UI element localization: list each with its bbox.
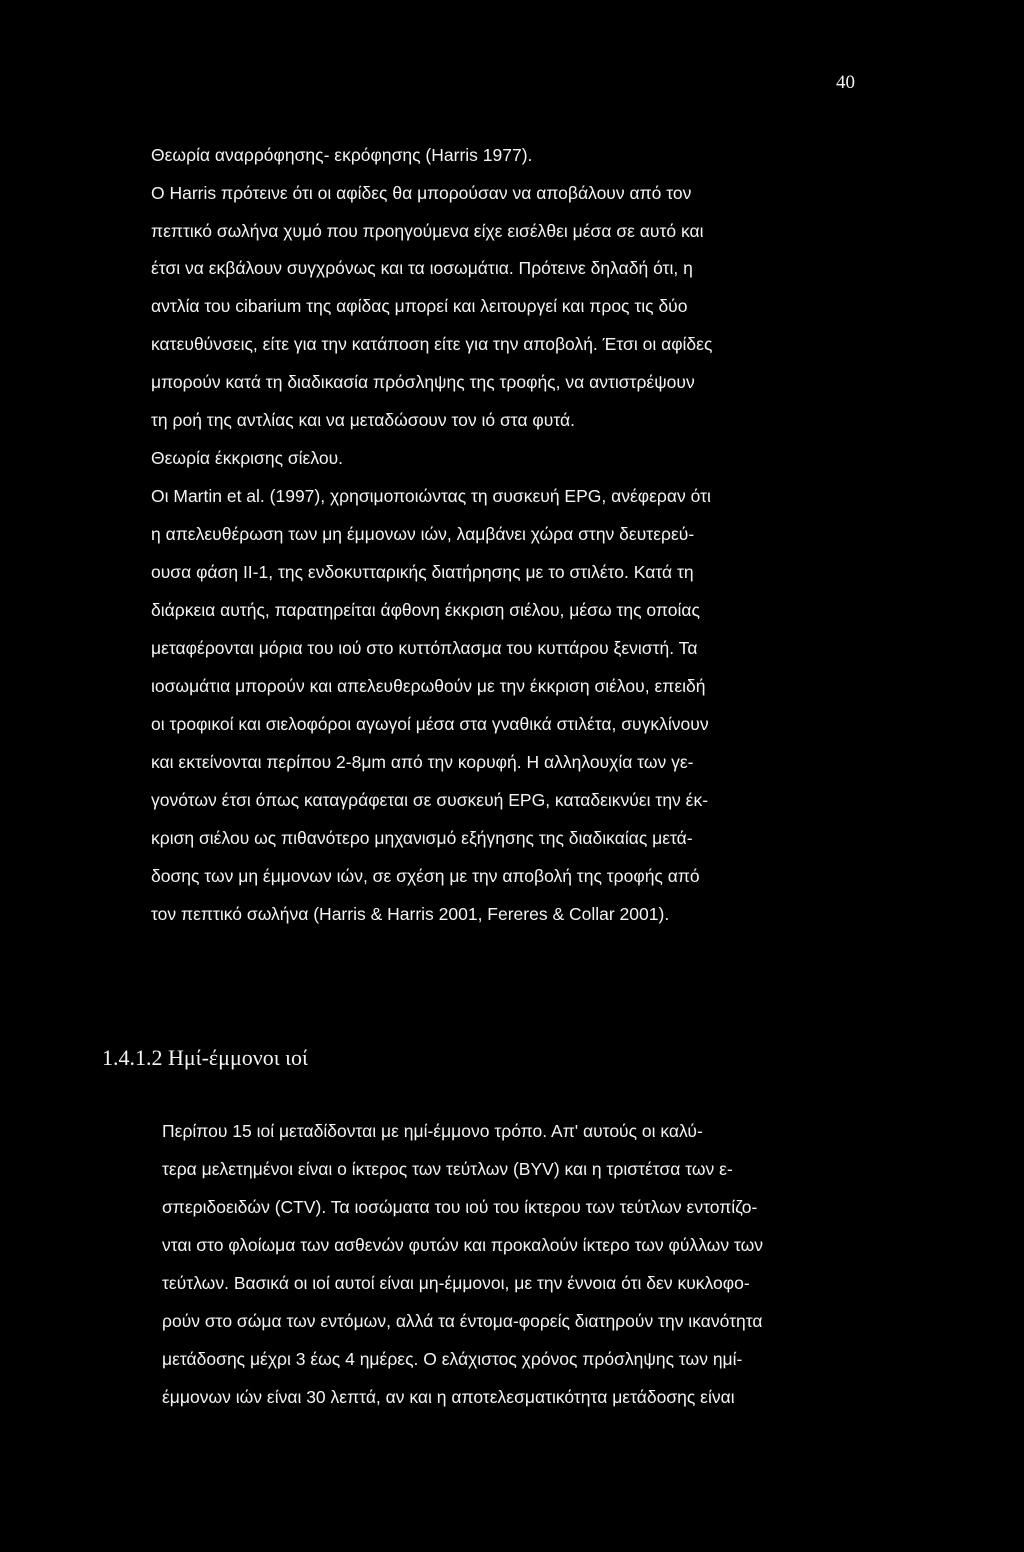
text-line: ιοσωμάτια μπορούν και απελευθερωθούν με την έκκριση σιέλου, επειδή (151, 676, 706, 696)
text-line: η απελευθέρωση των μη έμμονων ιών, λαμβάνει χώρα στην δευτερεύ- (151, 524, 695, 544)
text-line: ουσα φάση ΙΙ-1, της ενδοκυτταρικής διατήρησης με το στιλέτο. Κατά τη (151, 562, 694, 582)
text-line: γονότων έτσι όπως καταγράφεται σε συσκευή EPG, καταδεικνύει την έκ- (151, 790, 709, 810)
text-line: Περίπου 15 ιοί μεταδίδονται με ημί-έμμονο τρόπο. Απ' αυτούς οι καλύ- (162, 1121, 703, 1141)
text-line: αντλία του cibarium της αφίδας μπορεί και λειτουργεί και προς τις δύο (151, 296, 688, 316)
text-line: μεταφέρονται μόρια του ιού στο κυττόπλασμα του κυττάρου ξενιστή. Τα (151, 638, 698, 658)
text-line: μετάδοσης μέχρι 3 έως 4 ημέρες. Ο ελάχιστος χρόνος πρόσληψης των ημί- (162, 1349, 743, 1369)
text-line: νται στο φλοίωμα των ασθενών φυτών και προκαλούν ίκτερο των φύλλων των (162, 1235, 764, 1255)
text-line: τερα μελετημένοι είναι ο ίκτερος των τεύτλων (BYV) και η τριστέτσα των ε- (162, 1159, 733, 1179)
text-line: τεύτλων. Βασικά οι ιοί αυτοί είναι μη-έμμονοι, με την έννοια ότι δεν κυκλοφο- (162, 1273, 750, 1293)
text-line: έμμονων ιών είναι 30 λεπτά, αν και η αποτελεσματικότητα μετάδοσης είναι (162, 1387, 735, 1407)
text-line: τον πεπτικό σωλήνα (Harris & Harris 2001, Fereres & Collar 2001). (151, 904, 670, 924)
page-number: 40 (836, 72, 855, 93)
text-line: διάρκεια αυτής, παρατηρείται άφθονη έκκριση σιέλου, μέσω της οποίας (151, 600, 700, 620)
text-line: μπορούν κατά τη διαδικασία πρόσληψης της τροφής, να αντιστρέψουν (151, 372, 695, 392)
text-line: δοσης των μη έμμονων ιών, σε σχέση με την αποβολή της τροφής από (151, 866, 700, 886)
text-line: κατευθύνσεις, είτε για την κατάποση είτε για την αποβολή. Έτσι οι αφίδες (151, 334, 713, 354)
text-line: και εκτείνονται περίπου 2-8μm από την κορυφή. Η αλληλουχία των γε- (151, 752, 694, 772)
text-line: Οι Martin et al. (1997), χρησιμοποιώντας τη συσκευή EPG, ανέφεραν ότι (151, 486, 711, 506)
section-heading: 1.4.1.2 Ημί-έμμονοι ιοί (102, 1045, 308, 1070)
text-line: σπεριδοειδών (CTV). Τα ιοσώματα του ιού του ίκτερου των τεύτλων εντοπίζο- (162, 1197, 758, 1217)
text-line: πεπτικό σωλήνα χυμό που προηγούμενα είχε εισέλθει μέσα σε αυτό και (151, 221, 704, 241)
text-line: τη ροή της αντλίας και να μεταδώσουν τον ιό στα φυτά. (151, 410, 575, 430)
text-line: Θεωρία αναρρόφησης- εκρόφησης (Harris 1977). (151, 145, 533, 165)
text-line: Θεωρία έκκρισης σίελου. (151, 448, 344, 468)
text-line: Ο Harris πρότεινε ότι οι αφίδες θα μπορούσαν να αποβάλουν από τον (151, 183, 692, 203)
text-line: κριση σιέλου ως πιθανότερο μηχανισμό εξήγησης της διαδικαίας μετά- (151, 828, 693, 848)
text-line: οι τροφικοί και σιελοφόροι αγωγοί μέσα στα γναθικά στιλέτα, συγκλίνουν (151, 714, 709, 734)
text-line: έτσι να εκβάλουν συγχρόνως και τα ιοσωμάτια. Πρότεινε δηλαδή ότι, η (151, 258, 693, 278)
text-line: ρούν στο σώμα των εντόμων, αλλά τα έντομα-φορείς διατηρούν την ικανότητα (162, 1311, 763, 1331)
